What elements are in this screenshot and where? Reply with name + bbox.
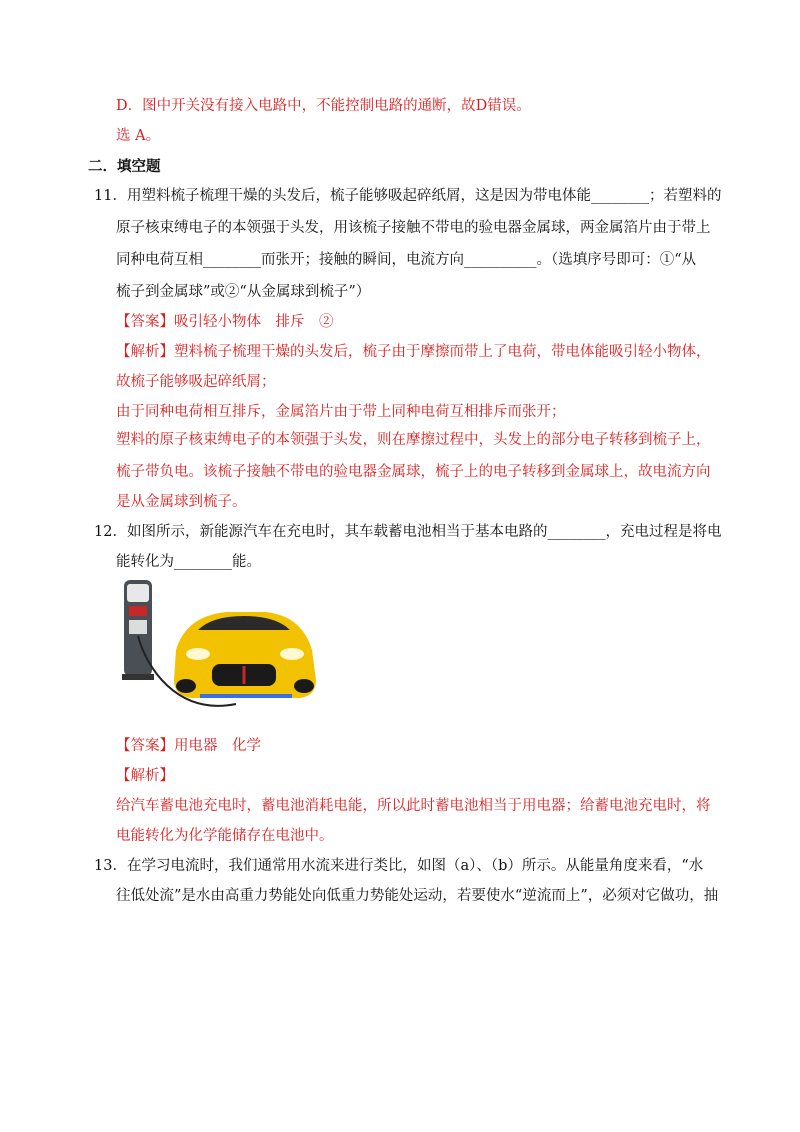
car-charging-figure — [116, 576, 326, 716]
q11-line-3: 同种电荷互相________而张开；接触的瞬间，电流方向__________。（选填序号即可：①“从 — [116, 252, 697, 268]
q11-analysis-6: 是从金属球到梳子。 — [116, 494, 247, 510]
q11-analysis-2: 故梳子能够吸起碎纸屑； — [116, 374, 276, 390]
q11-line-4: 梳子到金属球”或②“从金属球到梳子”） — [116, 284, 371, 300]
q11-analysis-3: 由于同种电荷相互排斥，金属箔片由于带上同种电荷互相排斥而张开； — [116, 404, 566, 420]
q12-analysis-2: 电能转化为化学能储存在电池中。 — [116, 828, 334, 844]
q11-analysis-4: 塑料的原子核束缚电子的本领强于头发，则在摩擦过程中，头发上的部分电子转移到梳子上， — [116, 432, 711, 448]
q13-line-1: 13．在学习电流时，我们通常用水流来进行类比，如图（a）、（b）所示。从能量角度来看，“水 — [94, 858, 704, 874]
prev-option-d: D．图中开关没有接入电路中，不能控制电路的通断，故D错误。 — [116, 98, 531, 114]
q12-line-2: 能转化为________能。 — [116, 554, 261, 570]
q12-analysis-1: 给汽车蓄电池充电时，蓄电池消耗电能，所以此时蓄电池相当于用电器；给蓄电池充电时，将 — [116, 798, 711, 814]
section-title: 二．填空题 — [88, 158, 161, 175]
q12-answer: 【答案】用电器 化学 — [116, 738, 261, 754]
prev-choice: 选 A。 — [116, 128, 161, 144]
q12-analysis-label: 【解析】 — [116, 768, 174, 784]
q11-analysis-1: 【解析】塑料梳子梳理干燥的头发后，梳子由于摩擦而带上了电荷，带电体能吸引轻小物体， — [116, 344, 711, 360]
q11-answer: 【答案】吸引轻小物体 排斥 ② — [116, 314, 334, 330]
q12-line-1: 12．如图所示，新能源汽车在充电时，其车载蓄电池相当于基本电路的________，充电过程是将电 — [94, 524, 722, 540]
yellow-car-icon — [174, 612, 316, 698]
q11-line-1: 11．用塑料梳子梳理干燥的头发后，梳子能够吸起碎纸屑，这是因为带电体能________；若塑料的 — [94, 188, 722, 204]
q11-line-2: 原子核束缚电子的本领强于头发，用该梳子接触不带电的验电器金属球，两金属箔片由于带上 — [116, 220, 711, 236]
q11-analysis-5: 梳子带负电。该梳子接触不带电的验电器金属球，梳子上的电子转移到金属球上，故电流方向 — [116, 464, 711, 480]
q13-line-2: 往低处流”是水由高重力势能处向低重力势能处运动，若要使水“逆流而上”，必须对它做功，抽 — [116, 888, 719, 904]
